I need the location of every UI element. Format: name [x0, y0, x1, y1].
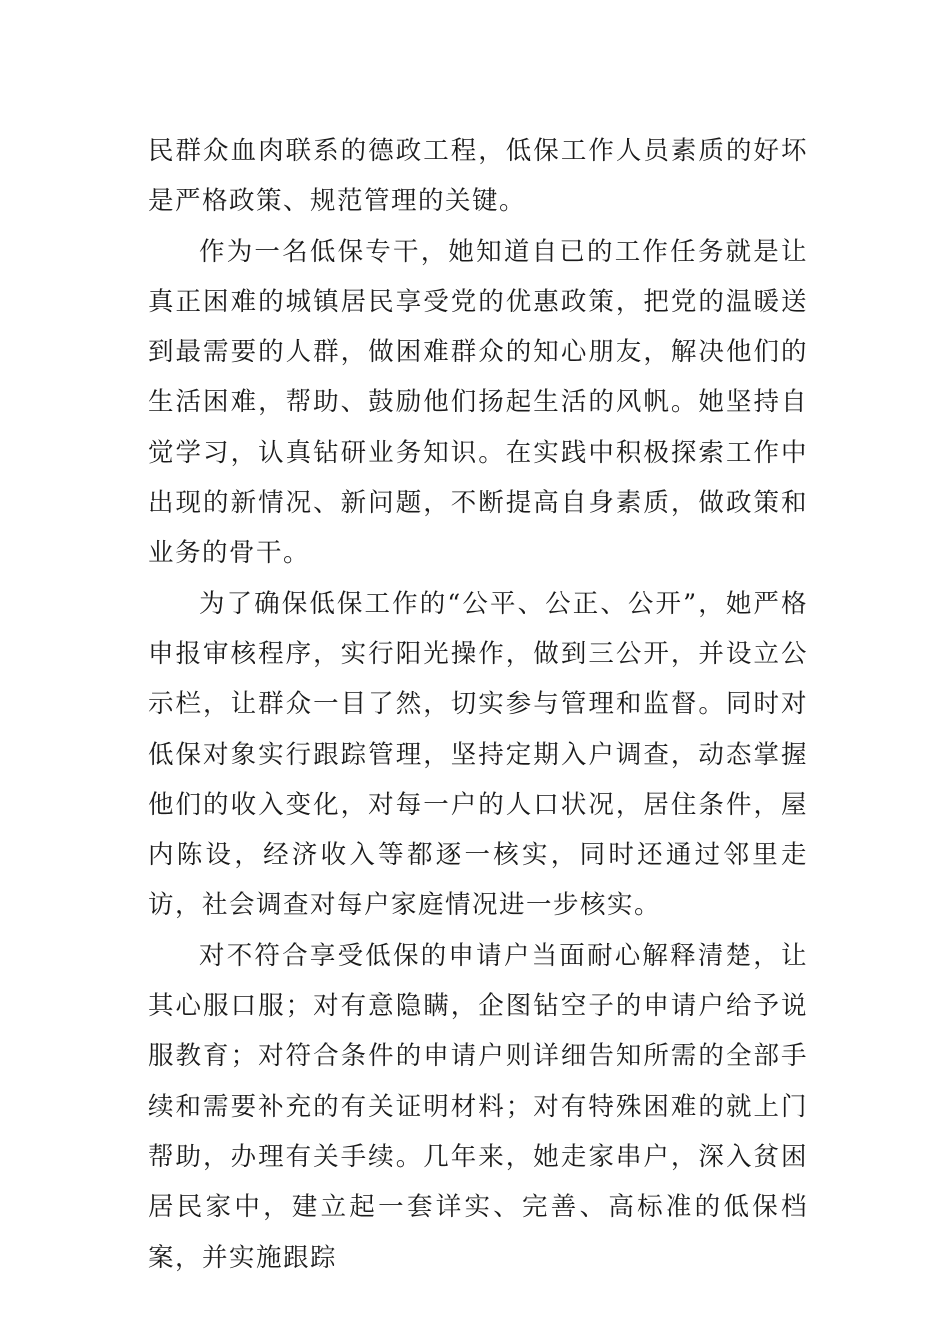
paragraph-2: 作为一名低保专干，她知道自已的工作任务就是让真正困难的城镇居民享受党的优惠政策，把党的温暖送到最需要的人群，做困难群众的知心朋友，解决他们的生活困难，帮助、鼓励他们扬起生活的风帆。她坚持自觉学习，认真钻研业务知识。在实践中积极探索工作中出现的新情况、新问题，不断提高自身素质，做政策和业务的骨干。: [148, 236, 808, 569]
paragraph-1: 民群众血肉联系的德政工程，低保工作人员素质的好坏是严格政策、规范管理的关键。: [148, 136, 808, 217]
paragraph-3: 为了确保低保工作的“公平、公正、公开”，她严格申报审核程序，实行阳光操作，做到三公开，并设立公示栏，让群众一目了然，切实参与管理和监督。同时对低保对象实行跟踪管理，坚持定期入户调查，动态掌握他们的收入变化，对每一户的人口状况，居住条件，屋内陈设，经济收入等都逐一核实，同时还通过邻里走访，社会调查对每户家庭情况进一步核实。: [148, 588, 808, 921]
body-text: [148, 126, 808, 1283]
paragraph-4: 对不符合享受低保的申请户当面耐心解释清楚，让其心服口服；对有意隐瞒，企图钻空子的申请户给予说服教育；对符合条件的申请户则详细告知所需的全部手续和需要补充的有关证明材料；对有特殊困难的就上门帮助，办理有关手续。几年来，她走家串户，深入贫困居民家中，建立起一套详实、完善、高标准的低保档案，并实施跟踪: [148, 940, 808, 1273]
